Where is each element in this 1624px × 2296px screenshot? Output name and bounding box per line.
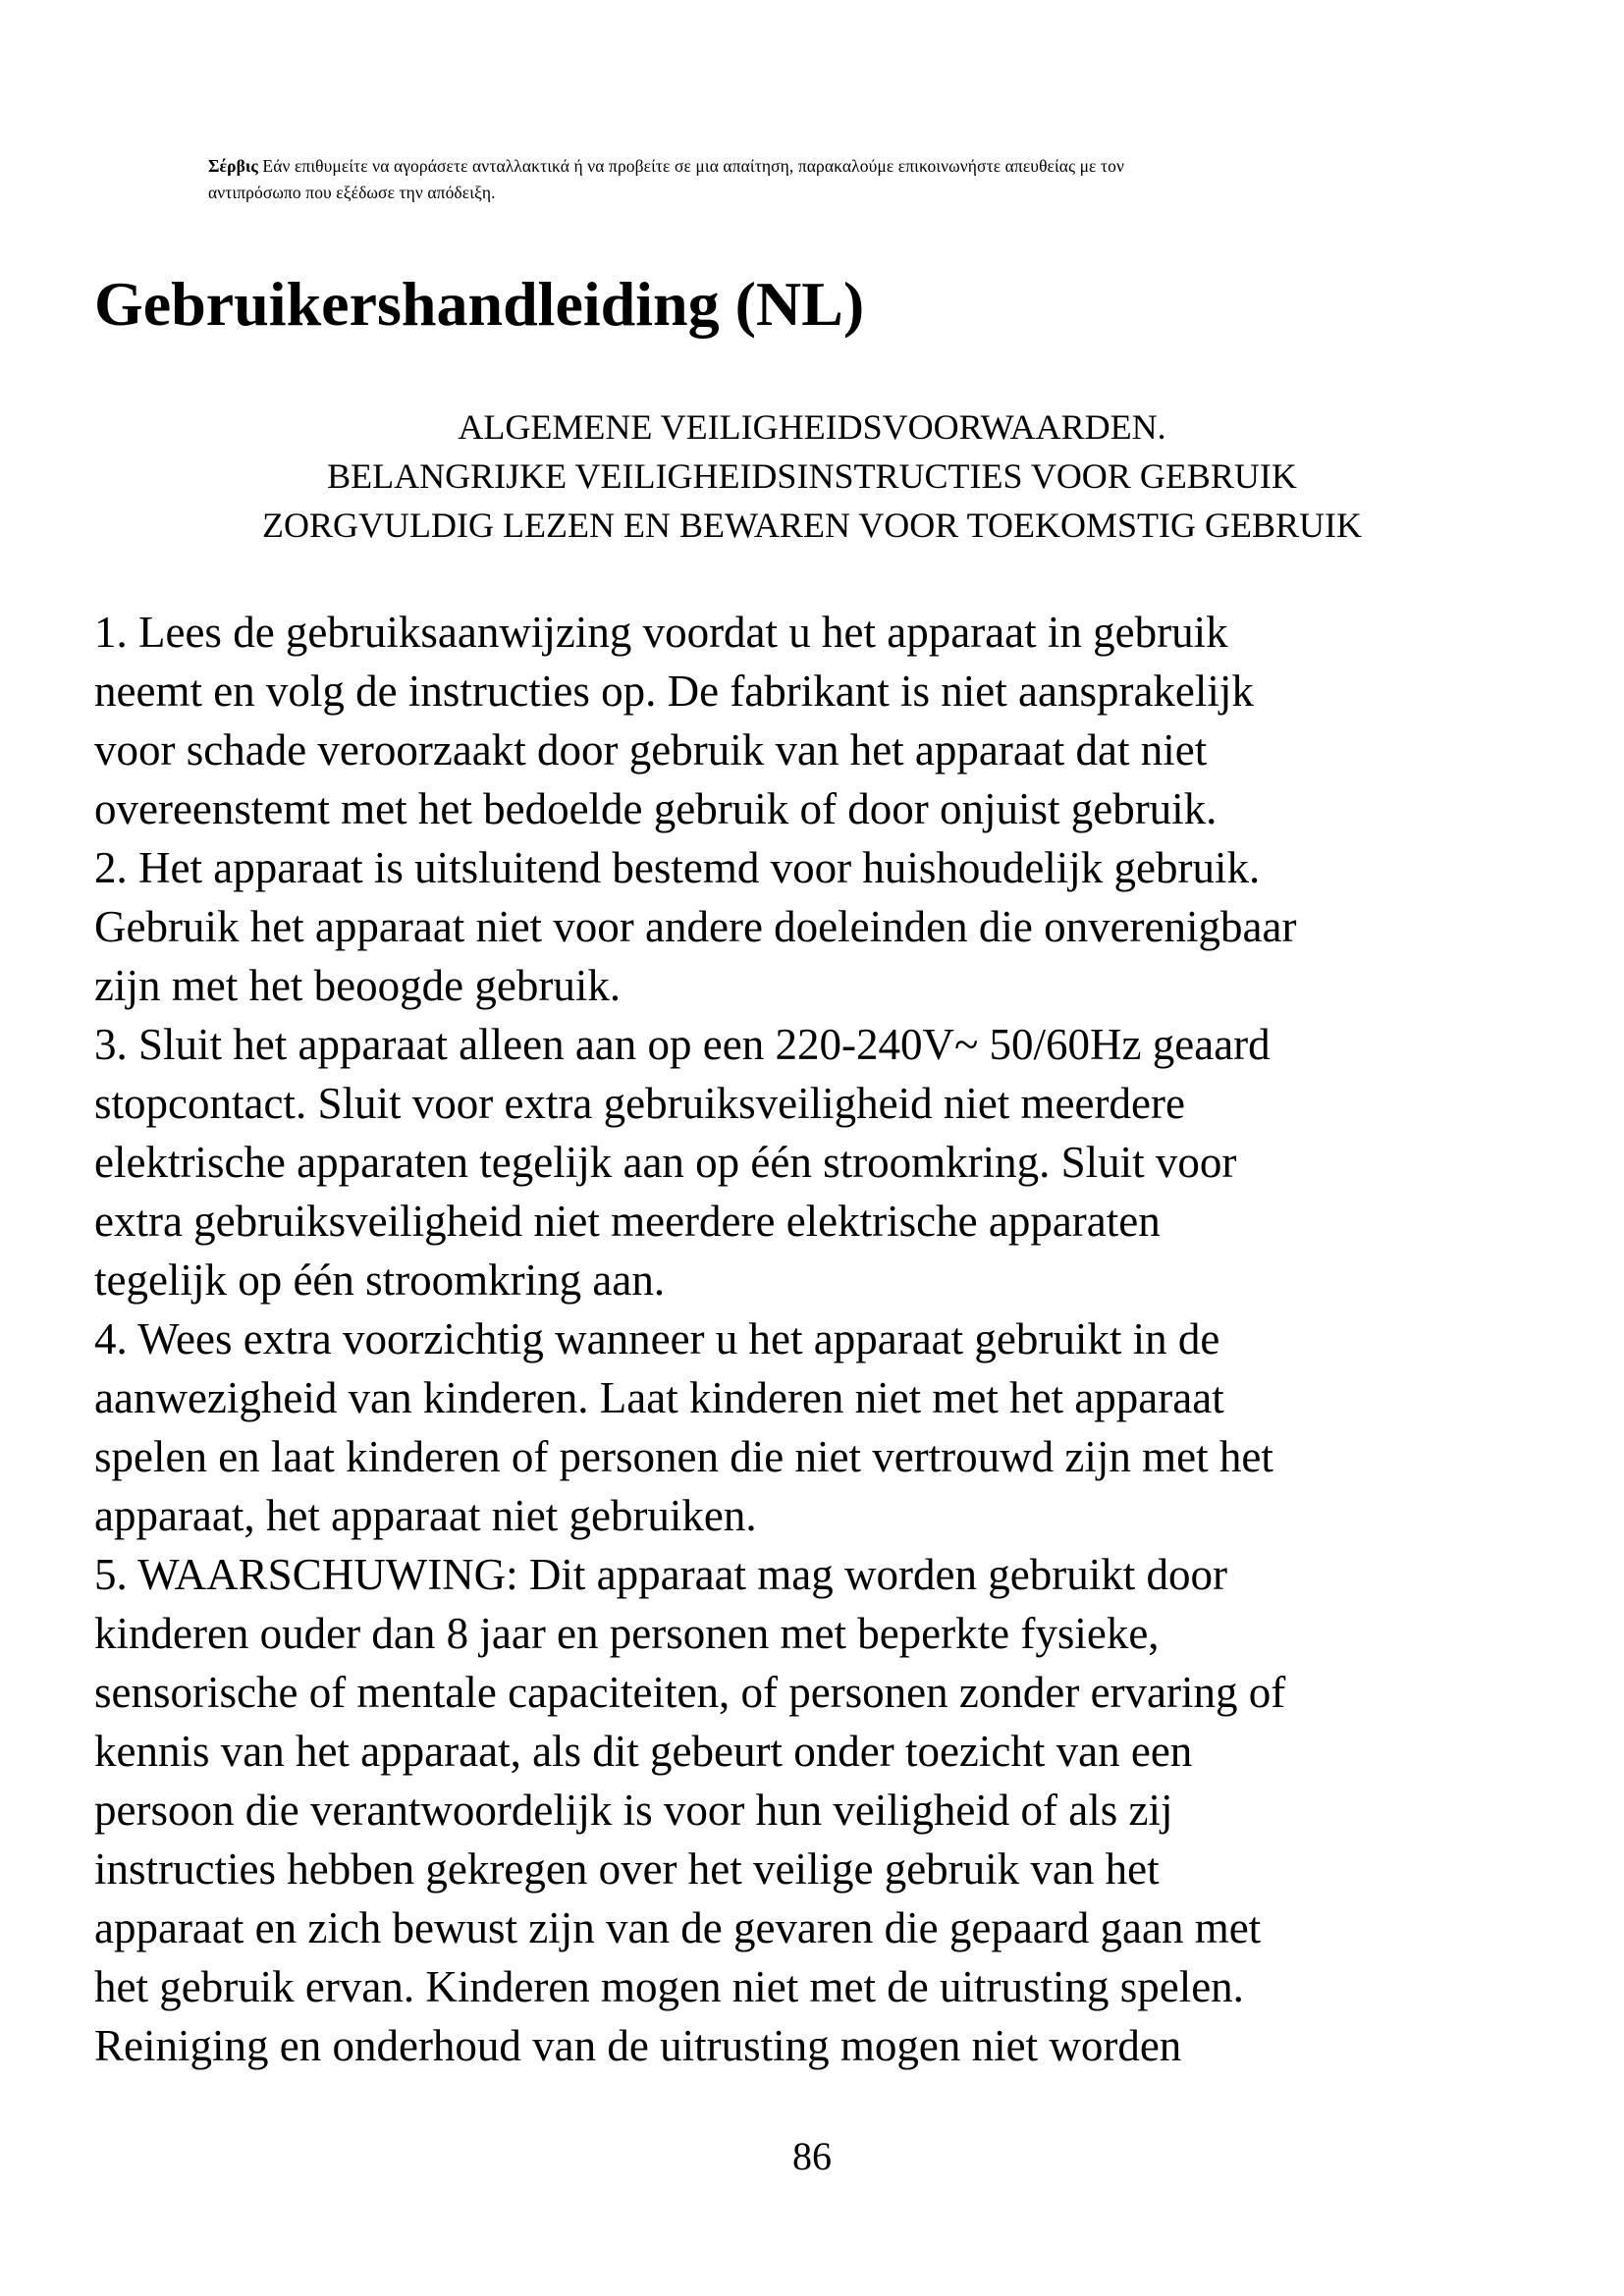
instruction-item-3 (94, 1015, 1538, 1309)
instruction-line: kinderen ouder dan 8 jaar en personen met beperkte fysieke, (94, 1609, 1160, 1658)
instruction-line: elektrische apparaten tegelijk aan op één stroomkring. Sluit voor (94, 1138, 1237, 1187)
instruction-line: sensorische of mentale capaciteiten, of personen zonder ervaring of (94, 1668, 1286, 1717)
instruction-item-2 (94, 838, 1538, 1015)
instruction-line: het gebruik ervan. Kinderen mogen niet met de uitrusting spelen. (94, 1962, 1244, 2011)
instruction-line: 4. Wees extra voorzichtig wanneer u het apparaat gebruikt in de (94, 1314, 1220, 1363)
instruction-line: kennis van het apparaat, als dit gebeurt onder toezicht van een (94, 1727, 1193, 1776)
instruction-line: persoon die verantwoordelijk is voor hun veiligheid of als zij (94, 1786, 1173, 1835)
instruction-line: voor schade veroorzaakt door gebruik van het apparaat dat niet (94, 725, 1208, 774)
page-number: 86 (792, 2134, 832, 2178)
instruction-line: neemt en volg de instructies op. De fabrikant is niet aansprakelijk (94, 667, 1254, 716)
safety-heading-line: ZORGVULDIG LEZEN EN BEWAREN VOOR TOEKOMSTIG GEBRUIK (262, 506, 1362, 545)
instruction-list (94, 603, 1538, 2075)
safety-heading (59, 402, 1565, 550)
instruction-line: 5. WAARSCHUWING: Dit apparaat mag worden gebruikt door (94, 1550, 1227, 1599)
instruction-line: stopcontact. Sluit voor extra gebruiksveiligheid niet meerdere (94, 1079, 1185, 1128)
instruction-line: spelen en laat kinderen of personen die niet vertrouwd zijn met het (94, 1432, 1273, 1481)
instruction-line: zijn met het beoogde gebruik. (94, 961, 622, 1010)
instruction-line: 2. Het apparaat is uitsluitend bestemd voor huishoudelijk gebruik. (94, 843, 1261, 892)
instruction-item-4 (94, 1309, 1538, 1545)
safety-heading-line: BELANGRIJKE VEILIGHEIDSINSTRUCTIES VOOR GEBRUIK (327, 456, 1297, 496)
instruction-line: 1. Lees de gebruiksaanwijzing voordat u het apparaat in gebruik (94, 608, 1228, 657)
service-note-text-1: Εάν επιθυμείτε να αγοράσετε ανταλλακτικά ή να προβείτε σε μια απαίτηση, παρακαλούμε επικοινωνήστε απευθείας με τον (262, 156, 1124, 176)
safety-heading-line: ALGEMENE VEILIGHEIDSVOORWAARDEN. (458, 407, 1166, 447)
service-note (208, 153, 1426, 206)
service-note-line-1 (208, 153, 1426, 180)
service-note-line-2: αντιπρόσωπο που εξέδωσε την απόδειξη. (208, 183, 496, 202)
instruction-line: instructies hebben gekregen over het veilige gebruik van het (94, 1844, 1160, 1894)
instruction-line: tegelijk op één stroomkring aan. (94, 1255, 666, 1305)
instruction-line: 3. Sluit het apparaat alleen aan op een 220-240V~ 50/60Hz geaard (94, 1020, 1271, 1069)
instruction-item-5 (94, 1545, 1538, 2075)
instruction-line: Gebruik het apparaat niet voor andere doeleinden die onverenigbaar (94, 902, 1297, 951)
instruction-line: apparaat en zich bewust zijn van de gevaren die gepaard gaan met (94, 1903, 1262, 1952)
instruction-line: overeenstemt met het bedoelde gebruik of door onjuist gebruik. (94, 784, 1218, 833)
instruction-line: aanwezigheid van kinderen. Laat kinderen niet met het apparaat (94, 1373, 1224, 1422)
instruction-line: apparaat, het apparaat niet gebruiken. (94, 1491, 757, 1540)
page-title: Gebruikershandleiding (NL) (94, 269, 865, 339)
instruction-line: Reiniging en onderhoud van de uitrusting mogen niet worden (94, 2021, 1182, 2070)
instruction-item-1 (94, 603, 1538, 838)
service-note-lead: Σέρβις (208, 156, 258, 176)
instruction-line: extra gebruiksveiligheid niet meerdere elektrische apparaten (94, 1197, 1161, 1246)
